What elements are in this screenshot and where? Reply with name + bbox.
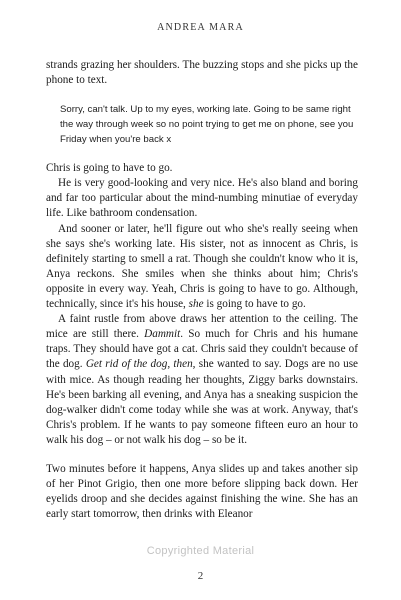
paragraph-text: is going to have to go. [206,298,306,311]
paragraph: Chris is going to have to go. [46,162,173,175]
section-break [46,448,358,462]
paragraph: strands grazing her shoulders. The buzzing stops and she picks up the phone to text. [46,59,358,87]
running-head: ANDREA MARA [157,22,244,33]
emphasis-text: Dammit [144,328,181,341]
paragraph: Two minutes before it happens, Anya slides up and takes another sip of her Pinot Grigio, then one more before slipping back down. Her eyelids droop and she decides against finishing the wine. She has an early start tomorrow, then drinks with Eleanor [46,462,358,521]
emphasis-text: Get rid of the dog, then, [85,358,196,371]
paragraph-text: A faint rustle from above draws her attention to the ceiling. The mice are still there. [46,313,358,341]
paragraph [46,312,358,448]
page-number: 2 [197,570,204,582]
body-text [46,58,358,522]
emphasis-text: she [188,298,204,311]
paragraph-text: . So much for Chris and his humane traps. They should have got a cat. Chris said they couldn't because of the dog. [46,328,358,371]
copyright-watermark: Copyrighted Material [146,545,255,557]
paragraph: He is very good-looking and very nice. He's also bland and boring and far too particular about the mind-numbing minutiae of everyday life. Like bathroom condensation. [46,177,358,220]
paragraph [46,222,358,313]
text-message-block: Sorry, can't talk. Up to my eyes, working late. Going to be same right the way through week so no point trying to get me on phone, see you Friday when you're back x [60,104,354,146]
paragraph-text: And sooner or later, he'll figure out who she's really seeing when she says she's working late. His sister, not as innocent as Chris, is definitely starting to smell a rat. Though she couldn't know who it is, Anya reckons. She smiles when she thinks about him; Chris's opposite in every way. Yeah, Chris is going to have to go. Although, technically, since it's his house, [46,222,358,311]
paragraph-text: she wanted to say. Dogs are no use with mice. As though reading her thoughts, Ziggy barks downstairs. He's been barking all evening, and Anya has a sneaking suspicion the dog-walker didn't come today while she was at work. Anyway, that's Chris's problem. If he wants to pay someone fifteen euro an hour to walk his dog – or not walk his dog – so be it. [46,358,359,446]
